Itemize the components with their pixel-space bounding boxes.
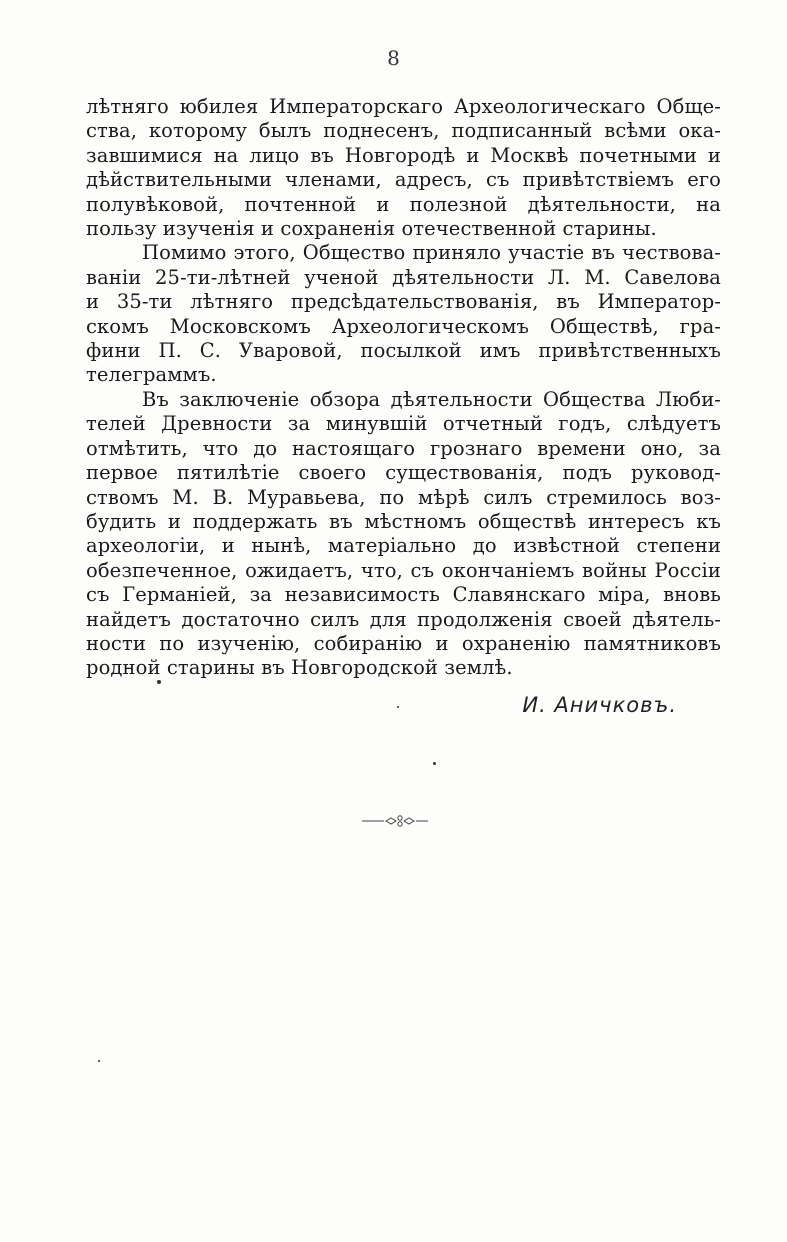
body-text xyxy=(86,95,721,681)
text-line: ства, которому былъ поднесенъ, подписанный всѣми ока- xyxy=(86,119,721,143)
text-line: археологіи, и нынѣ, матеріально до извѣстной степени xyxy=(86,534,721,558)
text-line: фини П. С. Уваровой, посылкой имъ привѣтственныхъ xyxy=(86,339,721,363)
text-line: и 35-ти лѣтняго предсѣдательствованія, въ Император- xyxy=(86,290,721,314)
print-speck xyxy=(157,680,161,684)
ornament-divider-icon xyxy=(360,812,430,830)
text-line: родной старины въ Новгородской землѣ. xyxy=(86,656,513,680)
text-line: Въ заключеніе обзора дѣятельности Общества Люби- xyxy=(142,387,721,411)
text-line: Помимо этого, Общество приняло участіе въ чествова- xyxy=(142,241,721,265)
paragraph-1 xyxy=(86,95,721,241)
text-line: отмѣтить, что до настоящаго грознаго времени оно, за xyxy=(86,436,721,460)
text-line: ваніи 25-ти-лѣтней ученой дѣятельности Л. М. Савелова xyxy=(86,265,721,289)
text-line: будить и поддержать въ мѣстномъ обществѣ интересъ къ xyxy=(86,509,721,533)
author-signature: И. Аничковъ. xyxy=(522,693,677,717)
text-line: первое пятилѣтіе своего существованія, подъ руковод- xyxy=(86,461,721,485)
text-line: телеграммъ. xyxy=(86,363,217,387)
text-line: телей Древности за минувшій отчетный годъ, слѣдуетъ xyxy=(86,412,721,436)
print-speck xyxy=(397,706,399,708)
text-line: ности по изученію, собиранію и охраненію памятниковъ xyxy=(86,631,721,655)
text-line: найдетъ достаточно силъ для продолженія своей дѣятель- xyxy=(86,607,721,631)
text-line: завшимися на лицо въ Новгородѣ и Москвѣ почетными и xyxy=(86,143,721,167)
text-line: дѣйствительными членами, адресъ, съ привѣтствіемъ его xyxy=(86,168,721,192)
paragraph-2 xyxy=(86,241,721,387)
print-speck xyxy=(98,1060,100,1062)
print-speck xyxy=(433,762,436,765)
text-line: лѣтняго юбилея Императорскаго Археологическаго Обще- xyxy=(86,95,721,118)
page-number: 8 xyxy=(387,46,400,70)
text-line: пользу изученія и сохраненія отечественной старины. xyxy=(86,217,657,241)
text-line: полувѣковой, почтенной и полезной дѣятельности, на xyxy=(86,192,721,216)
text-line: ствомъ М. В. Муравьева, по мѣрѣ силъ стремилось воз- xyxy=(86,485,721,509)
text-line: скомъ Московскомъ Археологическомъ Обществѣ, гра- xyxy=(86,314,721,338)
text-line: обезпеченное, ожидаетъ, что, съ окончаніемъ войны Россіи xyxy=(86,558,721,582)
paragraph-3 xyxy=(86,388,721,681)
text-line: съ Германіей, за независимость Славянскаго міра, вновь xyxy=(86,583,721,607)
